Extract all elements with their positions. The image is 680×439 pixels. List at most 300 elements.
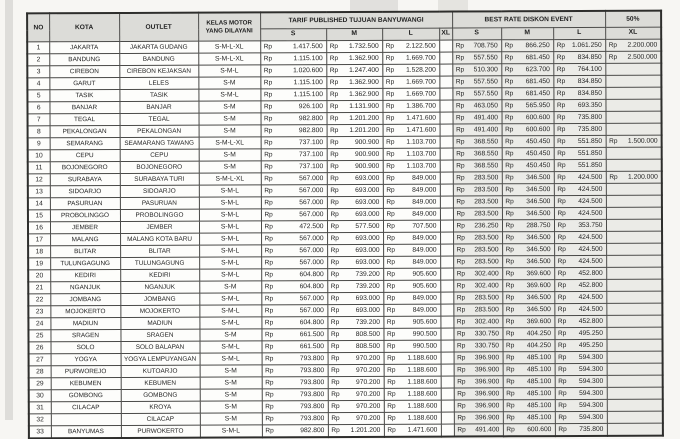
cell-best-l <box>553 39 605 51</box>
cell-best-m-value: 681.450 <box>525 54 550 62</box>
cell-best-l <box>554 147 606 159</box>
cell-discount-xl-value: 2.200.000 <box>627 41 658 49</box>
cell-no: 29 <box>29 378 51 390</box>
cell-best-m-value: 600.600 <box>525 114 551 122</box>
cell-outlet: BANJAR <box>119 101 198 113</box>
cell-discount-xl <box>606 279 662 291</box>
currency-prefix: Rp <box>456 186 465 194</box>
cell-kota: PROBOLINGGO <box>50 209 120 221</box>
cell-best-l-value: 424.500 <box>578 233 603 241</box>
cell-best-m-value: 404.250 <box>526 330 551 338</box>
cell-best-l-value: 495.250 <box>578 341 604 349</box>
cell-tarif-m <box>326 76 382 88</box>
cell-tarif-s-value: 793.800 <box>299 379 325 387</box>
group-header-best-rate: BEST RATE DISKON EVENT <box>452 11 605 28</box>
currency-prefix: Rp <box>263 91 273 99</box>
cell-best-s <box>452 40 501 52</box>
cell-best-s <box>452 64 501 76</box>
currency-prefix: Rp <box>456 222 465 230</box>
currency-prefix: Rp <box>264 139 273 147</box>
cell-tarif-m <box>326 100 382 112</box>
cell-kota: BANJAR <box>49 101 119 113</box>
currency-prefix: Rp <box>456 114 465 122</box>
cell-best-l <box>554 327 606 339</box>
cell-tarif-m <box>326 52 382 64</box>
cell-kelas-motor: S-M-L-XL <box>198 41 260 53</box>
cell-tarif-l <box>384 352 441 364</box>
cell-tarif-m <box>328 400 384 412</box>
cell-tarif-xl <box>440 136 453 148</box>
cell-tarif-l-value: 849.000 <box>412 174 437 182</box>
currency-prefix: Rp <box>456 294 466 302</box>
cell-best-s <box>453 292 502 304</box>
cell-outlet: YOGYA LEMPUYANGAN <box>121 353 200 365</box>
cell-best-l-value: 424.500 <box>578 209 603 217</box>
cell-best-l <box>554 171 606 183</box>
currency-prefix: Rp <box>264 175 273 183</box>
currency-prefix: Rp <box>504 66 514 74</box>
cell-best-l <box>554 243 606 255</box>
cell-tarif-l-value: 1.188.600 <box>407 354 438 362</box>
currency-prefix: Rp <box>264 127 273 135</box>
cell-best-m <box>502 268 554 280</box>
cell-best-s <box>454 340 503 352</box>
cell-best-s <box>452 88 501 100</box>
currency-prefix: Rp <box>265 427 274 435</box>
cell-best-l-value: 594.300 <box>578 365 604 373</box>
subcol-best-m: M <box>501 28 553 40</box>
currency-prefix: Rp <box>387 390 396 398</box>
cell-discount-xl <box>606 291 662 303</box>
cell-tarif-xl <box>439 64 452 76</box>
cell-outlet: TASIK <box>119 89 198 101</box>
cell-best-m-value: 346.500 <box>526 198 551 206</box>
currency-prefix: Rp <box>264 163 273 171</box>
cell-kota: JOMBANG <box>50 293 120 305</box>
cell-best-l <box>553 63 605 75</box>
cell-tarif-m <box>327 244 383 256</box>
currency-prefix: Rp <box>385 102 395 110</box>
cell-best-s <box>452 100 501 112</box>
cell-best-s <box>453 268 502 280</box>
cell-kelas-motor: S-M <box>199 329 261 341</box>
cell-best-s-value: 491.400 <box>473 114 499 122</box>
cell-tarif-xl <box>440 148 453 160</box>
cell-kota: BLITAR <box>50 245 120 257</box>
cell-kelas-motor: S-M-L <box>199 269 261 281</box>
currency-prefix: Rp <box>457 414 466 422</box>
cell-tarif-xl <box>439 100 452 112</box>
currency-prefix: Rp <box>506 426 515 434</box>
cell-tarif-m <box>328 364 384 376</box>
cell-outlet: NGANJUK <box>120 281 199 293</box>
cell-tarif-m-value: 900.900 <box>354 138 380 146</box>
cell-tarif-l <box>383 292 440 304</box>
cell-tarif-xl <box>440 112 453 124</box>
cell-tarif-s <box>262 377 328 389</box>
currency-prefix: Rp <box>457 378 466 386</box>
cell-tarif-m-value: 970.200 <box>355 354 381 362</box>
cell-tarif-l-value: 849.000 <box>412 186 437 194</box>
cell-best-s-value: 708.750 <box>473 42 498 50</box>
cell-kota: SOLO <box>51 341 121 353</box>
cell-tarif-l-value: 1.188.600 <box>407 378 438 386</box>
cell-best-s <box>453 280 502 292</box>
cell-tarif-xl <box>440 172 453 184</box>
currency-prefix: Rp <box>386 114 395 122</box>
cell-tarif-m <box>326 88 382 100</box>
currency-prefix: Rp <box>330 295 340 303</box>
currency-prefix: Rp <box>265 367 274 375</box>
cell-tarif-l-value: 1.471.600 <box>407 426 438 434</box>
currency-prefix: Rp <box>265 403 274 411</box>
cell-tarif-m-value: 1.362.900 <box>349 90 379 98</box>
cell-tarif-s-value: 604.800 <box>299 283 324 291</box>
cell-no: 21 <box>28 282 50 294</box>
cell-tarif-m <box>327 196 383 208</box>
cell-best-s-value: 368.550 <box>473 138 499 146</box>
cell-best-s <box>453 304 502 316</box>
cell-best-l-value: 1.061.250 <box>571 41 602 50</box>
cell-tarif-m-value: 693.000 <box>355 234 380 242</box>
cell-tarif-l-value: 1.188.600 <box>407 402 438 410</box>
currency-prefix: Rp <box>330 151 339 159</box>
cell-kota: BANYUMAS <box>51 425 121 438</box>
currency-prefix: Rp <box>506 342 515 350</box>
cell-best-l <box>554 183 606 195</box>
currency-prefix: Rp <box>558 426 567 434</box>
cell-tarif-s <box>261 317 327 329</box>
cell-tarif-s-value: 567.000 <box>299 295 324 303</box>
cell-best-l <box>554 279 606 291</box>
cell-tarif-m-value: 739.200 <box>355 270 380 278</box>
cell-tarif-m-value: 900.900 <box>355 162 380 170</box>
cell-no: 25 <box>28 330 50 342</box>
currency-prefix: Rp <box>265 379 274 387</box>
cell-outlet: KROYA <box>121 401 200 413</box>
currency-prefix: Rp <box>264 319 274 327</box>
cell-best-l-value: 551.850 <box>578 149 603 157</box>
currency-prefix: Rp <box>386 246 395 254</box>
cell-best-l-value: 424.500 <box>578 173 603 181</box>
cell-tarif-m-value: 693.000 <box>355 246 380 254</box>
currency-prefix: Rp <box>386 162 395 170</box>
cell-best-l-value: 424.500 <box>578 293 603 301</box>
cell-best-s <box>453 316 502 328</box>
cell-discount-xl <box>607 399 663 411</box>
cell-kota: NGANJUK <box>50 281 120 293</box>
cell-kelas-motor: S-M-L <box>200 341 262 353</box>
cell-discount-xl <box>606 159 662 171</box>
cell-best-s <box>454 364 503 376</box>
cell-kota: SIDOARJO <box>50 185 120 197</box>
cell-discount-xl <box>605 87 661 99</box>
cell-discount-xl <box>606 303 662 315</box>
cell-tarif-l <box>383 124 440 136</box>
cell-best-s <box>453 208 502 220</box>
cell-tarif-s <box>260 65 326 77</box>
currency-prefix: Rp <box>330 235 339 243</box>
cell-tarif-xl <box>441 388 454 400</box>
cell-tarif-m <box>328 412 384 424</box>
cell-tarif-l-value: 1.471.600 <box>406 114 437 122</box>
currency-prefix: Rp <box>331 415 340 423</box>
currency-prefix: Rp <box>330 271 340 279</box>
cell-tarif-xl <box>439 88 452 100</box>
cell-best-l-value: 594.300 <box>578 353 604 361</box>
cell-tarif-m-value: 1.131.900 <box>349 102 380 110</box>
cell-tarif-s <box>261 137 327 149</box>
cell-tarif-l <box>383 160 440 172</box>
cell-best-l <box>554 207 606 219</box>
cell-best-m-value: 450.450 <box>525 138 551 146</box>
cell-best-s-value: 283.500 <box>474 210 499 218</box>
cell-tarif-l <box>384 400 441 412</box>
cell-best-m-value: 346.500 <box>526 234 551 242</box>
cell-best-s <box>453 196 502 208</box>
cell-no: 31 <box>29 402 51 414</box>
cell-kelas-motor: S-M-L <box>199 185 261 197</box>
cell-best-m <box>503 352 555 364</box>
cell-tarif-l <box>382 40 439 52</box>
cell-tarif-m <box>327 256 383 268</box>
currency-prefix: Rp <box>330 331 340 339</box>
cell-kelas-motor: S-M-L <box>200 425 262 438</box>
group-header-tarif-published: TARIF PUBLISHED TUJUAN BANYUWANGI <box>260 12 452 29</box>
cell-best-s-value: 283.500 <box>474 306 499 314</box>
cell-best-l <box>554 255 606 267</box>
cell-best-m-value: 369.600 <box>526 282 551 290</box>
cell-tarif-m <box>326 40 382 52</box>
cell-best-l-value: 353.750 <box>578 221 603 229</box>
cell-tarif-m <box>327 268 383 280</box>
cell-best-m-value: 346.500 <box>526 174 551 182</box>
currency-prefix: Rp <box>505 294 515 302</box>
currency-prefix: Rp <box>556 90 566 98</box>
cell-best-m <box>503 376 555 388</box>
cell-best-s-value: 491.400 <box>473 126 499 134</box>
kelas-header-line2: YANG DILAYANI <box>205 26 253 35</box>
cell-tarif-l <box>384 412 441 424</box>
cell-tarif-s <box>261 173 327 185</box>
cell-best-l <box>554 159 606 171</box>
currency-prefix: Rp <box>386 234 395 242</box>
cell-best-s <box>453 148 502 160</box>
cell-best-m <box>502 208 554 220</box>
currency-prefix: Rp <box>387 342 396 350</box>
cell-discount-xl <box>606 231 662 243</box>
cell-outlet: PASURUAN <box>120 197 199 209</box>
cell-tarif-l-value: 905.600 <box>412 270 437 278</box>
currency-prefix: Rp <box>386 222 395 230</box>
cell-kota: KEDIRI <box>50 269 120 281</box>
cell-no: 6 <box>27 102 49 114</box>
cell-discount-xl-value: 1.500.000 <box>627 137 658 145</box>
currency-prefix: Rp <box>557 246 566 254</box>
cell-outlet: MADIUN <box>120 317 199 329</box>
cell-tarif-m <box>327 124 383 136</box>
currency-prefix: Rp <box>386 258 395 266</box>
cell-outlet: SURABAYA TURI <box>120 173 199 185</box>
currency-prefix: Rp <box>505 186 514 194</box>
currency-prefix: Rp <box>264 271 274 279</box>
cell-best-s <box>453 244 502 256</box>
currency-prefix: Rp <box>504 90 514 98</box>
currency-prefix: Rp <box>456 162 465 170</box>
cell-best-l-value: 452.800 <box>578 269 603 277</box>
cell-kelas-motor: S-M-L-XL <box>198 53 260 65</box>
cell-tarif-l <box>382 88 439 100</box>
currency-prefix: Rp <box>557 186 566 194</box>
cell-tarif-m-value: 1.201.200 <box>349 114 380 122</box>
cell-no: 16 <box>28 222 50 234</box>
cell-no: 23 <box>28 306 50 318</box>
cell-best-m <box>501 100 553 112</box>
cell-best-l <box>554 291 606 303</box>
cell-best-s-value: 283.500 <box>474 198 499 206</box>
cell-best-m-value: 485.100 <box>527 414 552 422</box>
cell-outlet: SEAMARANG TAWANG <box>120 137 199 149</box>
cell-best-m-value: 346.500 <box>526 210 551 218</box>
scan-edge-shadow <box>5 0 13 420</box>
col-header-kelas-motor <box>198 12 260 41</box>
subcol-discount-xl: XL <box>605 27 661 39</box>
cell-no: 9 <box>28 138 50 150</box>
cell-tarif-s <box>261 257 327 269</box>
cell-tarif-s-value: 737.100 <box>298 139 324 147</box>
cell-tarif-s <box>260 101 326 113</box>
cell-best-l-value: 735.800 <box>579 425 604 433</box>
cell-tarif-l <box>383 304 440 316</box>
currency-prefix: Rp <box>456 138 465 146</box>
currency-prefix: Rp <box>329 55 339 63</box>
currency-prefix: Rp <box>557 282 567 290</box>
cell-tarif-m <box>327 328 383 340</box>
cell-no: 28 <box>29 366 51 378</box>
cell-best-l <box>553 75 605 87</box>
cell-best-l-value: 424.500 <box>578 257 603 265</box>
cell-best-l-value: 735.800 <box>577 125 603 133</box>
cell-discount-xl <box>606 123 662 135</box>
currency-prefix: Rp <box>557 162 566 170</box>
currency-prefix: Rp <box>385 54 395 62</box>
currency-prefix: Rp <box>263 55 273 63</box>
currency-prefix: Rp <box>331 403 340 411</box>
cell-tarif-l-value: 849.000 <box>412 198 437 206</box>
cell-tarif-l <box>383 208 440 220</box>
cell-kota: SEMARANG <box>50 137 120 149</box>
currency-prefix: Rp <box>557 126 566 134</box>
currency-prefix: Rp <box>506 378 515 386</box>
cell-tarif-l-value: 849.000 <box>412 306 437 314</box>
cell-no: 1 <box>27 42 49 54</box>
cell-best-m <box>501 88 553 100</box>
currency-prefix: Rp <box>457 426 466 434</box>
cell-kelas-motor: S-M-L <box>199 305 261 317</box>
cell-best-s-value: 463.050 <box>473 102 498 110</box>
cell-tarif-xl <box>441 412 454 424</box>
cell-tarif-s <box>262 341 328 353</box>
cell-tarif-s <box>262 425 328 438</box>
cell-tarif-xl <box>440 208 453 220</box>
cell-outlet: BLITAR <box>120 245 199 257</box>
cell-outlet: SIDOARJO <box>120 185 199 197</box>
cell-outlet: BANDUNG <box>119 53 198 65</box>
currency-prefix: Rp <box>557 258 566 266</box>
cell-best-s-value: 302.400 <box>474 318 499 326</box>
subcol-best-l: L <box>553 27 605 39</box>
cell-tarif-s <box>260 41 326 53</box>
cell-tarif-xl <box>440 244 453 256</box>
cell-tarif-m-value: 808.500 <box>355 330 380 338</box>
currency-prefix: Rp <box>264 331 274 339</box>
cell-best-s <box>454 412 503 424</box>
cell-best-m <box>502 196 554 208</box>
cell-tarif-m-value: 808.500 <box>355 342 381 350</box>
cell-best-m <box>502 316 554 328</box>
cell-discount-xl <box>606 267 662 279</box>
currency-prefix: Rp <box>556 66 566 74</box>
cell-no: 15 <box>28 210 50 222</box>
cell-outlet: CEPU <box>120 149 199 161</box>
cell-no: 5 <box>27 90 49 102</box>
cell-tarif-l-value: 990.500 <box>412 330 437 338</box>
cell-best-l-value: 594.300 <box>579 377 604 385</box>
cell-no: 22 <box>28 294 50 306</box>
currency-prefix: Rp <box>264 115 273 123</box>
cell-best-l <box>554 195 606 207</box>
currency-prefix: Rp <box>331 379 340 387</box>
cell-kota: MADIUN <box>50 317 120 329</box>
cell-best-l-value: 424.500 <box>578 245 603 253</box>
cell-best-m-value: 450.450 <box>525 150 551 158</box>
currency-prefix: Rp <box>556 78 566 86</box>
cell-tarif-xl <box>439 40 452 52</box>
currency-prefix: Rp <box>504 42 514 50</box>
cell-tarif-m <box>327 316 383 328</box>
cell-kelas-motor: S-M-L <box>199 197 261 209</box>
cell-tarif-xl <box>440 220 453 232</box>
cell-tarif-l <box>383 196 440 208</box>
cell-best-m <box>502 244 554 256</box>
currency-prefix: Rp <box>609 173 618 181</box>
currency-prefix: Rp <box>505 174 514 182</box>
cell-best-s <box>453 328 502 340</box>
currency-prefix: Rp <box>264 307 274 315</box>
currency-prefix: Rp <box>331 367 340 375</box>
currency-prefix: Rp <box>557 150 566 158</box>
cell-best-s <box>454 400 503 412</box>
cell-best-l <box>553 87 605 99</box>
cell-discount-xl <box>606 171 662 183</box>
currency-prefix: Rp <box>556 54 566 62</box>
currency-prefix: Rp <box>330 175 339 183</box>
currency-prefix: Rp <box>505 162 514 170</box>
cell-best-m-value: 450.450 <box>526 162 551 170</box>
group-header-discount-50: 50% <box>605 11 661 28</box>
cell-tarif-l-value: 1.528.200 <box>406 66 436 74</box>
cell-best-m <box>502 148 554 160</box>
cell-best-m-value: 866.250 <box>525 42 550 50</box>
cell-best-l <box>555 423 607 436</box>
cell-kelas-motor: S-M-L <box>198 65 260 77</box>
cell-kota: BANDUNG <box>49 53 119 65</box>
cell-best-m <box>502 292 554 304</box>
subcol-tarif-l: L <box>382 28 439 40</box>
cell-tarif-xl <box>440 196 453 208</box>
cell-discount-xl <box>605 39 661 51</box>
cell-tarif-s-value: 926.100 <box>298 103 324 111</box>
